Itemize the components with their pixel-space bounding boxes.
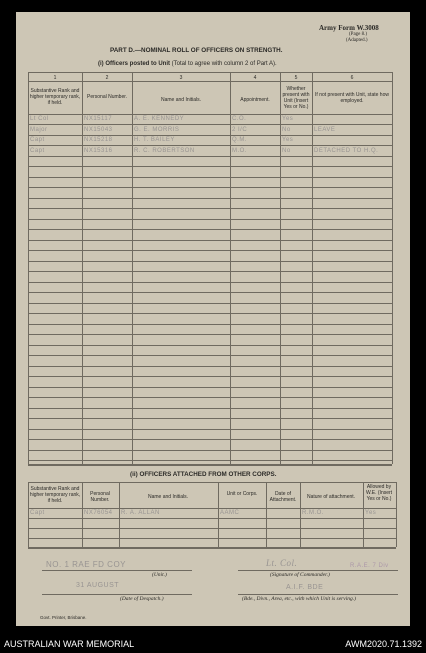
table2-cell: R.M.O.: [302, 510, 324, 516]
table1-cell: H. T. BAILEY: [134, 137, 175, 143]
table2-row-rule: [28, 538, 396, 539]
t2-header-personal-number: Personal Number.: [90, 491, 110, 503]
header-employed: If not present with Unit, state how employed.: [315, 92, 389, 104]
table1-cell: DETACHED TO H.Q.: [314, 147, 379, 154]
table1-row-rule: [28, 355, 392, 356]
footer-accession: AWM2020.71.1392: [345, 639, 422, 649]
table1-row-rule: [28, 408, 392, 409]
table1-row-rule: [28, 460, 392, 461]
table1-row-rule: [28, 271, 392, 272]
table1-row-rule: [28, 429, 392, 430]
form-page: (Page 8.): [349, 32, 368, 37]
table1-row-rule: [28, 334, 392, 335]
table1-row-rule: [28, 261, 392, 262]
table2-row-rule: [28, 528, 396, 529]
table1-cell: Yes: [282, 116, 294, 122]
table1-row-rule: [28, 219, 392, 220]
table1-row-rule: [28, 292, 392, 293]
table1-cell: NX15218: [84, 137, 113, 143]
table1-cell: M.O.: [232, 147, 247, 154]
table1-cell: NX15316: [84, 147, 113, 154]
table1-cell: G. E. MORRIS: [134, 126, 180, 133]
commander-signature-line: [238, 570, 398, 571]
area-signature-line: [238, 594, 398, 595]
table1-col-rule: [392, 72, 393, 464]
table2-col-rule: [396, 482, 397, 547]
t2-header-rank: Substantive Rank and higher temporary rank, if held.: [29, 486, 81, 504]
area-label: (Bde., Divn., Area, etc., with which Unit is serving.): [242, 596, 356, 602]
t2-header-name: Name and Initials.: [147, 494, 189, 500]
table1-row-rule: [28, 250, 392, 251]
table1-row-rule: [28, 303, 392, 304]
table1-row-rule: [28, 145, 392, 146]
table1-row-rule: [28, 397, 392, 398]
table1-cell: No: [282, 126, 291, 133]
header-name: Name and Initials.: [160, 97, 202, 103]
table1-row-rule: [28, 439, 392, 440]
table1-row-rule: [28, 124, 392, 125]
col-number-2: 2: [105, 75, 109, 81]
document-sheet: [16, 12, 410, 626]
table1-col-rule: [132, 72, 133, 464]
date-value: 31 AUGUST: [76, 582, 120, 589]
table1-row-rule: [28, 177, 392, 178]
table1-cell: Q.M.: [232, 137, 247, 143]
table1-row-rule: [28, 240, 392, 241]
header-appointment: Appointment.: [240, 97, 270, 103]
form-number: Army Form W.3008: [319, 24, 379, 32]
table1-row-rule: [28, 156, 392, 157]
col-number-4: 4: [253, 75, 257, 81]
table1-cell: No: [282, 147, 291, 154]
table1-row-rule: [28, 166, 392, 167]
table1-cell: 2 I/C: [232, 126, 248, 133]
footer-institution: AUSTRALIAN WAR MEMORIAL: [4, 639, 135, 649]
col-number-5: 5: [294, 75, 298, 81]
section1-title: (i) Officers posted to Unit: [98, 61, 170, 67]
table1-col-rule: [230, 72, 231, 464]
table1-bottom-rule: [28, 464, 392, 466]
date-signature-line: [42, 594, 192, 595]
table1-row-rule: [28, 450, 392, 451]
table1-cell: A. E. KENNEDY: [134, 116, 185, 122]
table1-cell: Yes: [282, 137, 294, 143]
header-personal-number: Personal Number.: [86, 94, 128, 100]
table1-row-rule: [28, 324, 392, 325]
unit-signature-line: [42, 570, 192, 571]
archive-footer: [0, 636, 426, 653]
stamp: R.A.E. 7 Div: [350, 563, 389, 569]
header-rank: Substantive Rank and higher temporary rank, if held.: [29, 88, 81, 106]
table1-col-rule: [280, 72, 281, 464]
table1-cell: Lt Col: [30, 116, 49, 122]
table1-cell: R. C. ROBERTSON: [134, 147, 195, 154]
table2-row-rule: [28, 518, 396, 519]
commander-signature: Lt. Col.: [266, 558, 298, 568]
table1-cell: Capt: [30, 137, 45, 143]
table1-cell: Capt: [30, 147, 45, 154]
table1-cell: LEAVE: [314, 126, 336, 133]
table2-cell: NX76054: [84, 510, 113, 516]
table1-row-rule: [28, 229, 392, 230]
table1-cell: NX15043: [84, 126, 113, 133]
table1-row-rule: [28, 387, 392, 388]
table1-cell: NX15117: [84, 116, 113, 122]
table1-cell: Major: [30, 126, 48, 133]
header-present: Whether present with Unit (Insert Yes or No.): [282, 86, 310, 110]
col-number-3: 3: [179, 75, 183, 81]
table1-row-rule: [28, 282, 392, 283]
t2-header-unit: Unit or Corps.: [226, 491, 258, 497]
table1-row-rule: [28, 198, 392, 199]
table1-row-rule: [28, 345, 392, 346]
t2-header-allowed: Allowed by W.E. (Insert Yes or No.): [365, 484, 393, 502]
table1-col-rule: [28, 72, 29, 464]
table2-cell: R. A. ALLAN: [121, 510, 160, 516]
table1-col-rule: [82, 72, 83, 464]
table1-row-rule: [28, 208, 392, 209]
table1-row-rule: [28, 418, 392, 419]
commander-label: (Signature of Commander.): [270, 572, 330, 578]
table1-row-rule: [28, 135, 392, 136]
col-number-1: 1: [53, 75, 57, 81]
table1-cell: C.O.: [232, 116, 247, 122]
col-number-6: 6: [350, 75, 354, 81]
table1-row-rule: [28, 187, 392, 188]
section2-title: (ii) OFFICERS ATTACHED FROM OTHER CORPS.: [130, 471, 277, 478]
part-title: PART D.—NOMINAL ROLL OF OFFICERS ON STRENGTH.: [110, 47, 283, 54]
t2-header-date: Date of Attachment.: [269, 491, 297, 503]
table2-cell: Capt: [30, 510, 45, 516]
table1-row-rule: [28, 376, 392, 377]
table2-top-rule: [28, 482, 396, 483]
table1-row-rule: [28, 313, 392, 314]
area-value: A.I.F. BDE: [286, 584, 324, 591]
table2-header-rule: [28, 508, 396, 509]
section1-note: (Total to agree with column 2 of Part A).: [171, 61, 277, 67]
t2-header-nature: Nature of attachment.: [306, 494, 356, 500]
table1-row-rule: [28, 366, 392, 367]
unit-label: (Unit.): [152, 572, 167, 578]
form-adapted: (Adapted.): [346, 38, 368, 43]
table1-col-rule: [312, 72, 313, 464]
unit-value: NO. 1 RAE FD COY: [46, 560, 127, 569]
date-label: (Date of Despatch.): [120, 596, 164, 602]
table2-cell: AAMC: [220, 510, 240, 516]
table2-bottom-rule: [28, 547, 396, 549]
printer-line: Govt. Printer, Brisbane.: [40, 615, 87, 620]
table2-cell: Yes: [365, 510, 377, 516]
